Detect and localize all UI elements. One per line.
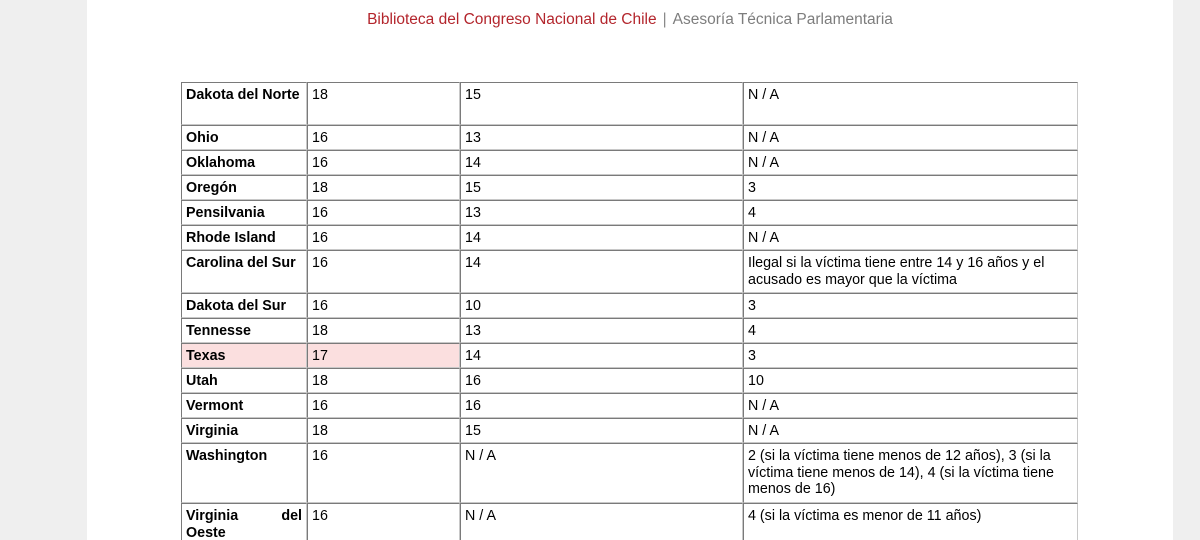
value-cell: 14: [460, 225, 743, 250]
value-cell: Ilegal si la víctima tiene entre 14 y 16 años y el acusado es mayor que la víctima: [743, 250, 1078, 293]
value-cell: 4: [743, 318, 1078, 343]
state-cell: Utah: [181, 368, 307, 393]
document-page: [87, 0, 1173, 540]
value-cell: 18: [307, 318, 460, 343]
value-cell: 18: [307, 82, 460, 125]
value-cell: 16: [307, 250, 460, 293]
value-cell: 17: [307, 343, 460, 368]
value-cell: 15: [460, 175, 743, 200]
value-cell: 16: [307, 200, 460, 225]
table-row: [181, 443, 1078, 503]
value-cell: 16: [307, 443, 460, 503]
value-cell: 18: [307, 368, 460, 393]
value-cell: N / A: [743, 225, 1078, 250]
value-cell: 16: [307, 125, 460, 150]
value-cell: N / A: [743, 418, 1078, 443]
table-row: [181, 293, 1078, 318]
value-cell: 18: [307, 175, 460, 200]
table-row: [181, 503, 1078, 540]
table-row: [181, 318, 1078, 343]
value-cell: 14: [460, 250, 743, 293]
value-cell: 15: [460, 82, 743, 125]
state-cell: Texas: [181, 343, 307, 368]
value-cell: 16: [460, 368, 743, 393]
table-row: [181, 82, 1078, 125]
state-cell: Oklahoma: [181, 150, 307, 175]
age-of-consent-table: [181, 82, 1078, 540]
value-cell: 10: [743, 368, 1078, 393]
state-cell: Tennesse: [181, 318, 307, 343]
state-cell: Vermont: [181, 393, 307, 418]
value-cell: 16: [460, 393, 743, 418]
state-cell: Virginia: [181, 418, 307, 443]
value-cell: N / A: [460, 503, 743, 540]
value-cell: N / A: [743, 82, 1078, 125]
value-cell: 16: [307, 293, 460, 318]
table-row-highlighted: [181, 343, 1078, 368]
table-row: [181, 150, 1078, 175]
value-cell: 4: [743, 200, 1078, 225]
state-cell: Virginia del Oeste: [181, 503, 307, 540]
state-cell: Carolina del Sur: [181, 250, 307, 293]
value-cell: 18: [307, 418, 460, 443]
header-separator: |: [662, 11, 667, 28]
value-cell: 3: [743, 175, 1078, 200]
value-cell: N / A: [743, 125, 1078, 150]
value-cell: N / A: [460, 443, 743, 503]
value-cell: 16: [307, 225, 460, 250]
value-cell: 14: [460, 150, 743, 175]
table-row: [181, 250, 1078, 293]
table-row: [181, 200, 1078, 225]
value-cell: 13: [460, 200, 743, 225]
header-department: Asesoría Técnica Parlamentaria: [672, 11, 893, 28]
value-cell: 15: [460, 418, 743, 443]
header-institution: Biblioteca del Congreso Nacional de Chile: [367, 11, 657, 28]
state-cell: Dakota del Sur: [181, 293, 307, 318]
value-cell: 13: [460, 125, 743, 150]
value-cell: 16: [307, 393, 460, 418]
value-cell: 4 (si la víctima es menor de 11 años): [743, 503, 1078, 540]
table-row: [181, 393, 1078, 418]
state-cell: Oregón: [181, 175, 307, 200]
table-row: [181, 125, 1078, 150]
state-cell: Pensilvania: [181, 200, 307, 225]
value-cell: 2 (si la víctima tiene menos de 12 años), 3 (si la víctima tiene menos de 14), 4 (si la víctima tiene menos de 16): [743, 443, 1078, 503]
state-cell: Washington: [181, 443, 307, 503]
state-cell: Rhode Island: [181, 225, 307, 250]
value-cell: N / A: [743, 393, 1078, 418]
table-row: [181, 175, 1078, 200]
state-cell: Ohio: [181, 125, 307, 150]
value-cell: 16: [307, 503, 460, 540]
table-row: [181, 418, 1078, 443]
value-cell: 3: [743, 293, 1078, 318]
table-row: [181, 225, 1078, 250]
value-cell: 14: [460, 343, 743, 368]
value-cell: 3: [743, 343, 1078, 368]
table-row: [181, 368, 1078, 393]
value-cell: 10: [460, 293, 743, 318]
value-cell: N / A: [743, 150, 1078, 175]
state-cell: Dakota del Norte: [181, 82, 307, 125]
value-cell: 13: [460, 318, 743, 343]
page-header: [87, 11, 1173, 29]
value-cell: 16: [307, 150, 460, 175]
